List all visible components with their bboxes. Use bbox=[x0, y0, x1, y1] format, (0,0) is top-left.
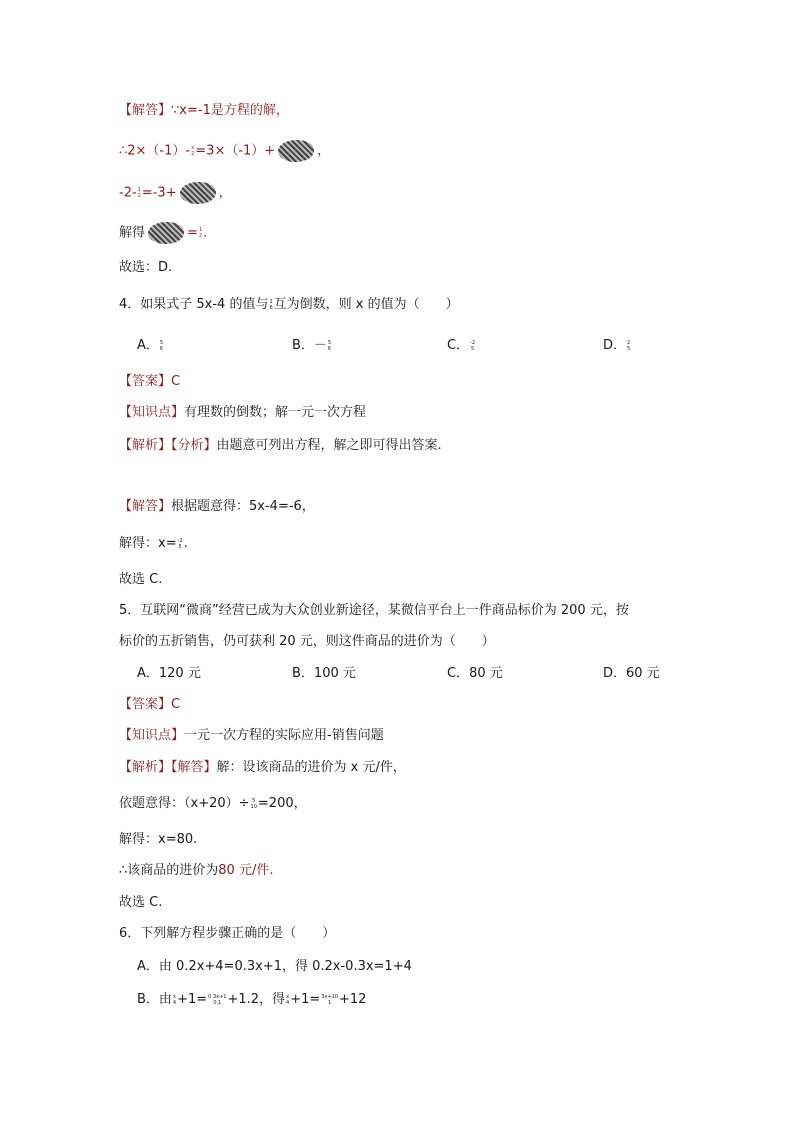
option-d: D．60 元 bbox=[603, 666, 660, 681]
fraction: -2 5 bbox=[177, 537, 183, 550]
solution-text: ∵x=-1是方程的解， bbox=[171, 103, 289, 118]
option-d: D． 2 5 bbox=[603, 338, 631, 353]
solution-line bbox=[119, 102, 289, 120]
fraction: 5 6 bbox=[327, 339, 332, 352]
section-tag: 【解答】 bbox=[119, 103, 172, 118]
equation-part: -2- bbox=[119, 185, 137, 201]
fraction: 2 5 bbox=[627, 339, 631, 352]
solve-line: 【解答】根据题意得：5x-4=-6， bbox=[119, 499, 315, 514]
fraction: 3x+10 1 bbox=[321, 993, 338, 1006]
equation-part: =3×（-1）+ bbox=[195, 143, 276, 159]
redacted-blot bbox=[180, 182, 216, 204]
fraction: x 4 bbox=[286, 993, 290, 1006]
option-c: C．80 元 bbox=[447, 666, 503, 681]
redacted-blot bbox=[278, 140, 314, 162]
result-line: 解得：x=80. bbox=[119, 832, 198, 847]
knowledge-point: 【知识点】有理数的倒数；解一元一次方程 bbox=[119, 405, 367, 420]
question-5-stem-line2: 标价的五折销售，仍可获利 20 元，则这件商品的进价为（ ） bbox=[119, 634, 495, 649]
solution-equation bbox=[119, 140, 330, 162]
answer-line: 【答案】C bbox=[119, 697, 181, 712]
fraction: x 2 bbox=[191, 145, 195, 157]
conclusion-line: ∴该商品的进价为80 元/件. bbox=[119, 863, 274, 878]
fraction: -2 5 bbox=[470, 339, 476, 352]
fraction: 1 2 bbox=[137, 187, 141, 199]
equation-part: . bbox=[203, 225, 208, 241]
fraction: 5 6 bbox=[159, 339, 164, 352]
equation-line: 依题意得：（x+20）÷ 5 10 =200， bbox=[119, 796, 307, 811]
equation-part: ∴2×（-1）- bbox=[119, 143, 191, 159]
fraction: 5 10 bbox=[250, 797, 257, 810]
knowledge-point: 【知识点】一元一次方程的实际应用-销售问题 bbox=[119, 728, 384, 743]
analysis-line: 【解析】【分析】由题意可列出方程，解之即可得出答案. bbox=[119, 438, 442, 453]
equation-part: ， bbox=[317, 143, 331, 159]
question-4-stem: 4．如果式子 5x-4 的值与 1 6 互为倒数，则 x 的值为（ ） bbox=[119, 297, 459, 312]
option-b: B．100 元 bbox=[292, 666, 356, 681]
result-label: 解得 bbox=[119, 225, 146, 241]
option-b: B．－ 5 6 bbox=[292, 338, 332, 353]
fraction: x 4 bbox=[172, 993, 177, 1006]
solution-result bbox=[119, 222, 207, 244]
question-6-stem: 6．下列解方程步骤正确的是（ ） bbox=[119, 926, 336, 941]
fraction: 0.3x+1 0.1 bbox=[208, 993, 227, 1006]
fraction: 1 6 bbox=[269, 298, 273, 311]
solution-equation bbox=[119, 182, 232, 204]
option-a: A．120 元 bbox=[137, 666, 201, 681]
result-line: 解得：x= -2 5 . bbox=[119, 536, 188, 551]
option-c: C． -2 5 bbox=[447, 338, 476, 353]
equation-part: =-3+ bbox=[141, 185, 177, 201]
choose-line: 故选 C. bbox=[119, 572, 163, 587]
equation-part: ， bbox=[218, 185, 232, 201]
option-b: B．由 x 4 +1= 0.3x+1 0.1 +1.2，得 x 4 +1= 3x+10 1 +12 bbox=[137, 992, 367, 1007]
question-5-stem-line1: 5．互联网“微商”经营已成为大众创业新途径，某微信平台上一件商品标价为 200 元，按 bbox=[119, 603, 629, 618]
option-a: A．由 0.2x+4=0.3x+1，得 0.2x-0.3x=1+4 bbox=[137, 959, 412, 974]
analysis-line: 【解析】【解答】解：设该商品的进价为 x 元/件， bbox=[119, 760, 406, 775]
answer-line: 【答案】C bbox=[119, 374, 181, 389]
choose-line: 故选 C. bbox=[119, 895, 163, 910]
redacted-blot bbox=[148, 222, 184, 244]
fraction: 1 2 bbox=[198, 227, 203, 239]
choose-line: 故选：D. bbox=[119, 260, 173, 275]
equation-part: = bbox=[187, 225, 198, 241]
option-a: A． 5 6 bbox=[137, 338, 164, 353]
